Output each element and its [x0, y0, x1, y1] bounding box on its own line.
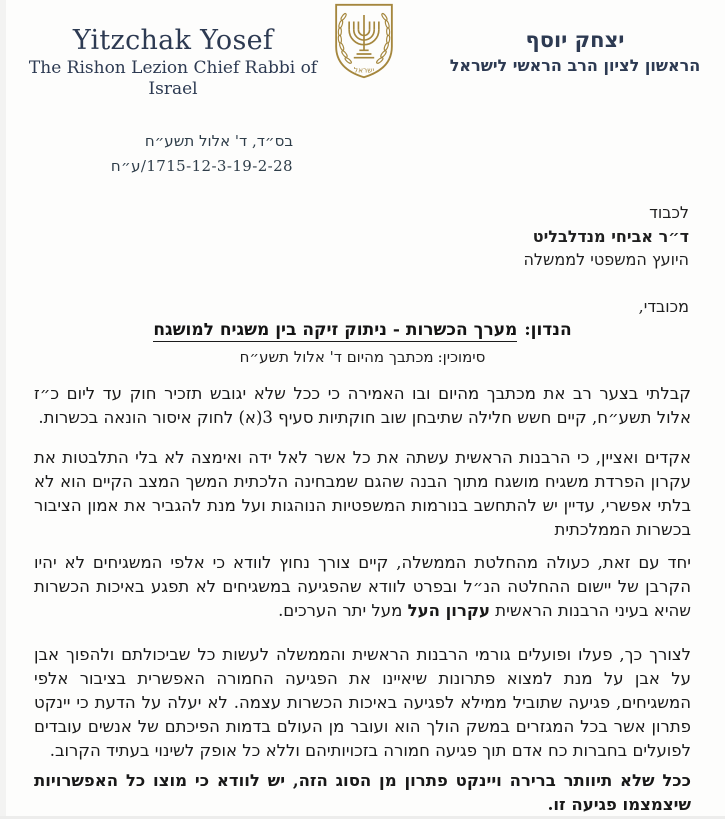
paragraph-3 [34, 551, 691, 623]
letterhead-hebrew [440, 28, 710, 76]
salutation: מכובדי, [638, 297, 689, 316]
paragraph-5-closing: ככל שלא תיוותר ברירה ויינקט פתרון מן הסוג הזה, יש לוודא כי מוצו כל האפשרויות שיצמצמו פגיעה זו. [34, 771, 691, 814]
paragraph-3-bold-phrase: עקרון העל [407, 601, 491, 620]
rabbi-name-hebrew: יצחק יוסף [525, 27, 625, 52]
date-line: בס״ד, ד' אלול תשע״ח [144, 132, 293, 150]
letter-body [34, 382, 691, 817]
addressee-to: לכבוד [649, 203, 689, 222]
scan-edge-artifact [0, 0, 6, 819]
addressee-name: ד״ר אביחי מנדלבליט [532, 226, 689, 246]
rabbi-name-english: Yitzchak Yosef [72, 25, 274, 56]
reference-line [0, 348, 725, 366]
paragraph-4: לצורך כך, פעלו ופועלים גורמי הרבנות הראשית והממשלה לעשות כל שביכולתם ולהפוך אבן על אבן על מנת למצוא פתרונות שיאיינו את הפגיעה החמורה האפשרית בציבור אלפי המשגיחים, פגיעה שתוביל ממילא לפגיעה באיכות הכשרות עצמה. לא יעלה על הדעת כי יינקט פתרון אשר בכל המגזרים במשק הולך הוא ועובר מן העולם בדמות הפיכתם של אנשים עובדים לפועלים בחברות כח אדם תוך פגיעה חמורה בזכויותיהם וללא כל אופק לשינוי בעתיד הקרוב. [34, 645, 691, 760]
menorah-icon [349, 15, 379, 58]
date-reference-block [40, 129, 293, 179]
letterhead-english [28, 26, 318, 100]
addressee-role: היועץ המשפטי לממשלה [523, 250, 689, 269]
paragraph-3-start: יחד עם זאת, כעולה מהחלטת הממשלה, קיים צורך נחוץ לוודא כי אלפי המשגיחים לא יהיו הקרבן של יישום ההחלטה הנ״ל ובפרט לוודא שהפגיעה במשגיחים לא תפגע באיכות הכשרות שהיא בעיני הרבנות הראשית [34, 553, 691, 620]
addressee-block [523, 201, 689, 272]
israel-state-emblem-icon [326, 2, 402, 80]
rabbi-title-english: The Rishon Lezion Chief Rabbi of Israel [28, 58, 318, 99]
paragraph-3-end: מעל יתר הערכים. [278, 601, 408, 620]
emblem-caption: ישראל [353, 65, 375, 75]
subject-line [0, 320, 725, 340]
paragraph-2: אקדים ואציין, כי הרבנות הראשית עשתה את כל אשר לאל ידה ואימצה לא בלי התלבטות את עקרון הפרדת משגיח מושגח מתוך הבנה שהגם שמבחינה הלכתית המשך המצב הקיים הוא לא בלתי אפשרי, עדיין יש להתחשב בנורמות המשפטיות הנוהגות ועל מנת להגביר את אמון הציבור בכשרות הממלכתית [34, 448, 691, 539]
subject-label: הנדון: [524, 320, 572, 340]
reference-label: סימוכין: [437, 348, 486, 366]
rabbi-title-hebrew: הראשון לציון הרב הראשי לישראל [449, 56, 701, 75]
subject-text: מערך הכשרות - ניתוק זיקה בין משגיח למושגח [153, 320, 518, 340]
olive-branch-left-icon [338, 13, 352, 64]
reference-number: 1715-12-3-19-2-28/ע״ח [110, 157, 293, 175]
paragraph-1: קבלתי בצער רב את מכתבך מהיום ובו האמירה כי ככל שלא יגובש תזכיר חוק עד ליום כ״ז אלול תשע״ח, קיים חשש חלילה שתיבחן שוב חוקתיות סעיף 3(א) לחוק איסור הונאה בכשרות. [34, 384, 691, 427]
olive-branch-right-icon [376, 13, 390, 64]
reference-text: מכתבך מהיום ד' אלול תשע״ח [239, 348, 434, 366]
